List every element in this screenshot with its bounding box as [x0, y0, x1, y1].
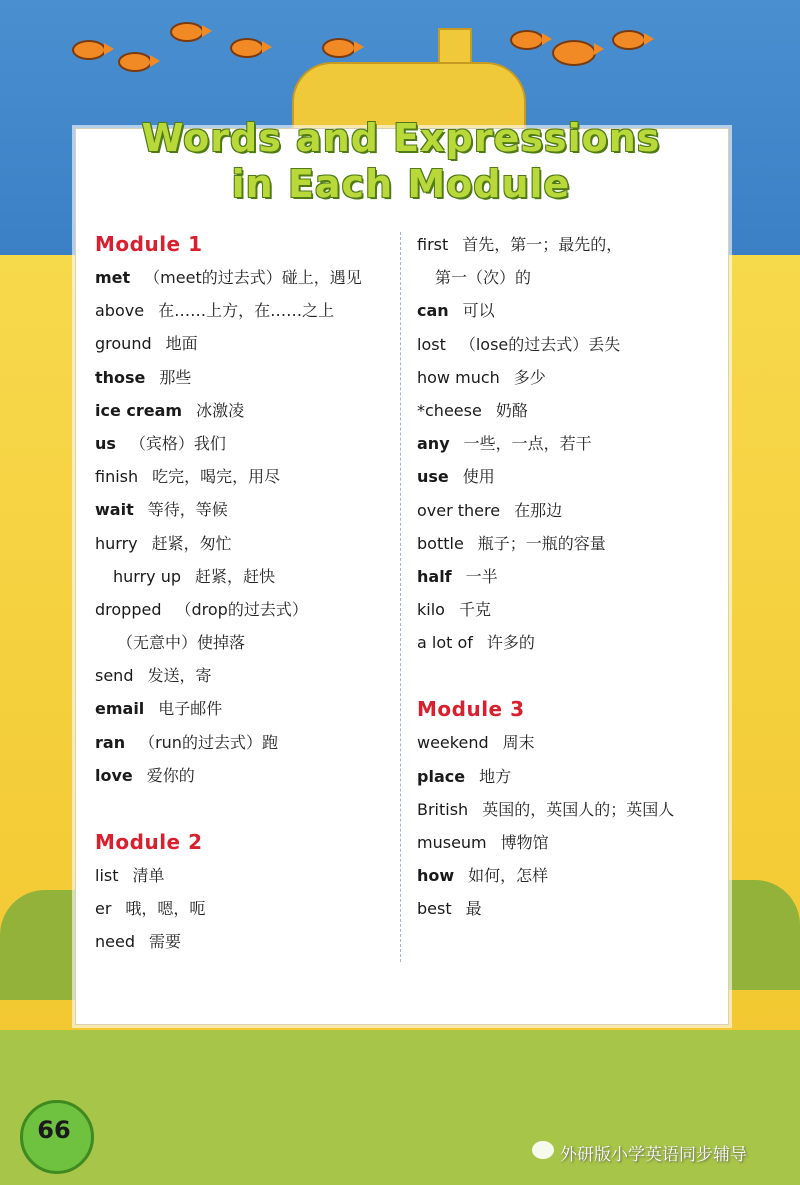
vocab-word: ran: [95, 732, 126, 752]
vocab-word: any: [417, 434, 450, 454]
fish-icon: [552, 40, 596, 66]
vocab-entry: [95, 692, 395, 725]
vocab-entry: [95, 925, 395, 958]
vocab-entry: [417, 427, 717, 460]
vocab-meaning: 在那边: [514, 500, 563, 520]
vocab-entry: [95, 726, 395, 759]
vocab-word: how: [417, 866, 455, 886]
vocab-word: send: [95, 666, 134, 686]
vocab-word: half: [417, 566, 452, 586]
vocab-word: museum: [417, 833, 487, 852]
vocab-entry: [95, 759, 395, 792]
vocab-entry: [417, 361, 717, 394]
vocab-meaning: 首先，第一；最先的，: [462, 235, 623, 254]
vocab-meaning: 爱你的: [146, 765, 195, 785]
vocab-entry: [95, 261, 395, 294]
right-word-column: [417, 228, 717, 926]
vocab-word: love: [95, 765, 133, 785]
vocab-entry: [95, 493, 395, 526]
vocab-meaning: 吃完，喝完，用尽: [152, 467, 281, 487]
vocab-entry: [95, 327, 395, 360]
vocab-meaning: 博物馆: [500, 833, 549, 852]
vocab-word: weekend: [417, 733, 489, 753]
vocab-meaning: 电子邮件: [158, 699, 223, 719]
vocab-meaning: 在……上方，在……之上: [158, 301, 335, 321]
vocab-meaning: （lose的过去式）丢失: [459, 334, 621, 354]
vocab-entry: [417, 228, 717, 261]
fish-icon: [612, 30, 646, 50]
vocab-meaning: 发送，寄: [147, 666, 212, 686]
vocab-word: *cheese: [417, 400, 482, 420]
vocab-entry: [95, 527, 395, 560]
vocab-word: need: [95, 932, 135, 952]
vocab-word: dropped: [95, 599, 162, 619]
vocab-meaning: 地面: [165, 334, 198, 354]
vocab-entry: [95, 659, 395, 692]
vocab-meaning: 一些，一点，若干: [463, 434, 592, 454]
module-heading: Module 1: [95, 232, 203, 256]
vocab-meaning: 第一（次）的: [435, 268, 532, 288]
column-divider: [400, 232, 401, 962]
vocab-meaning: 瓶子；一瓶的容量: [477, 533, 606, 553]
vocab-entry: [95, 859, 395, 892]
vocab-word: met: [95, 268, 131, 287]
vocab-meaning: （run的过去式）跑: [139, 732, 278, 752]
vocab-entry: [417, 626, 717, 659]
vocab-meaning: 多少: [513, 367, 546, 387]
vocab-meaning: 英国的，英国人的；英国人: [482, 799, 675, 819]
vocab-meaning: 那些: [159, 367, 192, 387]
vocab-word: email: [95, 699, 145, 719]
vocab-entry: [417, 793, 717, 826]
vocab-entry: [95, 593, 395, 626]
vocab-word: list: [95, 866, 119, 885]
vocab-entry: [417, 892, 717, 925]
vocab-entry: [417, 726, 717, 759]
fish-icon: [170, 22, 204, 42]
vocab-entry: [417, 294, 717, 327]
vocab-word: best: [417, 899, 452, 919]
vocab-meaning: 许多的: [486, 633, 535, 653]
vocab-entry: [417, 593, 717, 626]
vocab-entry: [95, 460, 395, 493]
vocab-word: ice cream: [95, 400, 183, 420]
vocab-meaning: 赶紧，赶快: [195, 566, 276, 586]
vocab-word: over there: [417, 500, 501, 520]
vocab-meaning: 地方: [479, 766, 512, 786]
vocab-word: kilo: [417, 600, 445, 620]
vocab-meaning: （宾格）我们: [129, 433, 226, 453]
module-heading: Module 3: [417, 697, 525, 722]
vocab-meaning: （drop的过去式）: [175, 599, 308, 619]
vocab-entry: [95, 294, 395, 327]
vocab-word: use: [417, 467, 449, 487]
vocab-meaning: （无意中）使掉落: [117, 633, 246, 653]
vocab-word: a lot of: [417, 633, 473, 653]
vocab-entry: [417, 460, 717, 493]
vocab-word: wait: [95, 500, 134, 520]
vocab-entry: [417, 261, 717, 294]
fish-icon: [230, 38, 264, 58]
vocab-entry: [95, 626, 395, 659]
vocab-word: hurry up: [113, 566, 182, 586]
page-title-line1: Words and Expressions: [141, 116, 661, 160]
vocab-meaning: 千克: [458, 600, 491, 620]
vocab-entry: [95, 361, 395, 394]
vocab-word: bottle: [417, 533, 464, 553]
vocab-meaning: 一半: [465, 566, 498, 586]
vocab-meaning: 清单: [132, 866, 165, 885]
vocab-entry: [417, 760, 717, 793]
vocab-meaning: 哦，嗯，呃: [125, 899, 206, 919]
vocab-entry: [417, 560, 717, 593]
vocab-meaning: 使用: [462, 467, 495, 487]
fish-icon: [118, 52, 152, 72]
vocab-entry: [95, 892, 395, 925]
vocab-meaning: 需要: [148, 932, 181, 952]
vocab-word: those: [95, 367, 146, 387]
module-heading: Module 2: [95, 830, 203, 854]
vocab-meaning: 等待，等候: [147, 500, 228, 520]
vocab-word: ground: [95, 334, 152, 354]
vocab-word: place: [417, 766, 466, 786]
vocab-entry: [417, 328, 717, 361]
fish-icon: [510, 30, 544, 50]
page-title-line2: in Each Module: [231, 162, 571, 206]
vocab-meaning: 如何，怎样: [468, 866, 549, 886]
vocab-meaning: 周末: [502, 733, 535, 753]
vocab-word: finish: [95, 467, 139, 487]
vocab-entry: [95, 394, 395, 427]
vocab-word: above: [95, 301, 145, 321]
vocab-word: lost: [417, 334, 446, 354]
vocab-entry: [95, 560, 395, 593]
vocab-entry: [417, 826, 717, 859]
vocab-word: can: [417, 301, 449, 321]
vocab-meaning: 冰激凌: [196, 400, 245, 420]
vocab-entry: [417, 494, 717, 527]
vocab-entry: [95, 427, 395, 460]
vocab-entry: [417, 527, 717, 560]
section-spacer: [95, 792, 395, 826]
vocab-word: er: [95, 899, 112, 919]
vocab-word: British: [417, 799, 469, 819]
vocab-meaning: （meet的过去式）碰上，遇见: [144, 268, 362, 287]
vocab-meaning: 可以: [462, 301, 495, 321]
vocab-word: first: [417, 235, 449, 254]
fish-icon: [72, 40, 106, 60]
vocab-entry: [417, 394, 717, 427]
fish-icon: [322, 38, 356, 58]
page-number: 66: [37, 1116, 71, 1144]
vocab-meaning: 赶紧，匆忙: [151, 533, 232, 553]
vocab-word: us: [95, 433, 116, 453]
watermark-text: 外研版小学英语同步辅导: [560, 1145, 747, 1165]
section-spacer: [417, 659, 717, 693]
left-word-column: [95, 228, 395, 959]
vocab-word: hurry: [95, 533, 138, 553]
vocab-entry: [417, 859, 717, 892]
vocab-meaning: 奶酪: [495, 400, 528, 420]
vocab-word: how much: [417, 367, 500, 387]
vocab-meaning: 最: [465, 899, 482, 919]
wechat-icon: [532, 1141, 554, 1159]
